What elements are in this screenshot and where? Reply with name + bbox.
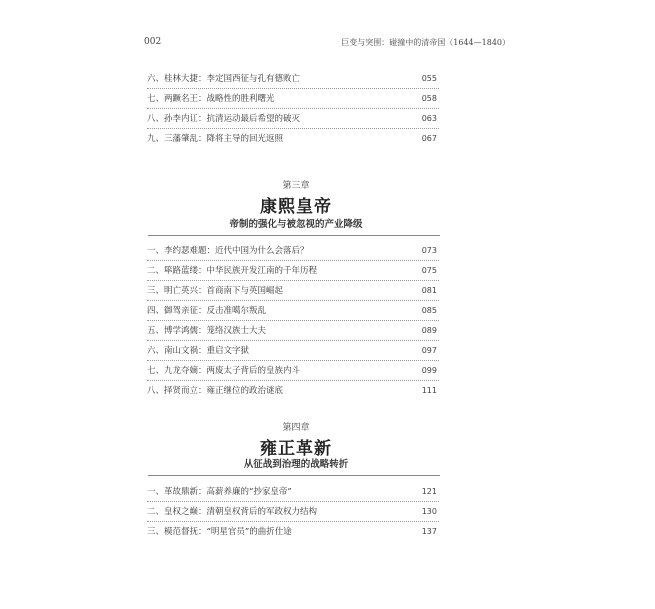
chapter2-tail-list	[147, 69, 439, 149]
toc-entry[interactable]	[147, 321, 439, 341]
toc-entry-page: 121	[421, 487, 437, 496]
toc-entry[interactable]	[147, 482, 439, 502]
toc-entry[interactable]	[147, 341, 439, 361]
chapter4-title: 雍正革新	[260, 439, 332, 459]
toc-entry-page: 075	[421, 266, 437, 275]
toc-entry-title: 四、御驾亲征：反击准噶尔叛乱	[147, 306, 267, 316]
chapter3-toc-list	[147, 241, 439, 401]
toc-entry-page: 111	[421, 386, 437, 395]
chapter3-subtitle: 帝制的强化与被忽视的产业降级	[229, 219, 363, 230]
toc-entry-title: 三、模范督抚：“明星官员”的曲折仕途	[147, 527, 292, 537]
chapter4-rule	[148, 475, 440, 476]
chapter4-toc-list	[147, 482, 439, 542]
toc-entry-page: 137	[421, 527, 437, 536]
toc-entry[interactable]	[147, 69, 439, 89]
toc-entry-title: 二、皇权之巅：清朝皇权背后的军政权力结构	[147, 507, 318, 517]
toc-entry-page: 099	[421, 366, 437, 375]
chapter3-label: 第三章	[282, 181, 310, 191]
toc-entry-page: 081	[421, 286, 437, 295]
toc-entry-page: 073	[421, 246, 437, 255]
toc-entry-title: 三、明亡英兴：首商南下与英国崛起	[147, 286, 284, 296]
toc-entry-page: 067	[421, 134, 437, 143]
toc-entry-title: 九、三藩肇乱：降将主导的回光返照	[147, 134, 284, 144]
toc-entry-title: 六、桂林大捷：李定国西征与孔有德败亡	[147, 74, 301, 84]
toc-entry-title: 五、博学鸿儒：笼络汉族士大夫	[147, 326, 267, 336]
toc-entry[interactable]	[147, 281, 439, 301]
toc-entry-title: 七、两蹶名王：战略性的胜利曙光	[147, 94, 275, 104]
toc-entry[interactable]	[147, 502, 439, 522]
toc-entry-title: 一、李约瑟难题：近代中国为什么会落后？	[147, 246, 309, 256]
chapter4-subtitle: 从征战到治理的战略转折	[243, 459, 349, 470]
toc-entry-page: 089	[421, 326, 437, 335]
toc-entry[interactable]	[147, 381, 439, 401]
toc-entry[interactable]	[147, 89, 439, 109]
chapter3-title: 康熙皇帝	[260, 197, 332, 217]
toc-entry-title: 二、筚路蓝缕：中华民族开发江南的千年历程	[147, 266, 318, 276]
toc-entry-page: 055	[421, 74, 437, 83]
toc-entry-title: 六、南山文祸：重启文字狱	[147, 346, 250, 356]
toc-entry-page: 058	[421, 94, 437, 103]
toc-entry[interactable]	[147, 129, 439, 149]
toc-entry-page: 085	[421, 306, 437, 315]
toc-entry[interactable]	[147, 241, 439, 261]
toc-entry-page: 063	[421, 114, 437, 123]
toc-entry-title: 七、九龙夺嫡：两废太子背后的皇族内斗	[147, 366, 301, 376]
toc-entry[interactable]	[147, 261, 439, 281]
toc-entry[interactable]	[147, 522, 439, 542]
toc-entry-page: 130	[421, 507, 437, 516]
chapter4-label: 第四章	[282, 423, 310, 433]
toc-entry[interactable]	[147, 109, 439, 129]
toc-entry-title: 八、择贤而立：雍正继位的政治谜底	[147, 386, 284, 396]
chapter3-rule	[148, 235, 440, 236]
toc-entry-title: 一、革故鼎新：高薪养廉的“抄家皇帝”	[147, 487, 292, 497]
page-number: 002	[144, 37, 162, 47]
running-header: 巨变与突围：碰撞中的清帝国（1644—1840）	[341, 38, 510, 47]
toc-entry-title: 八、孙李内讧：抗清运动最后希望的破灭	[147, 114, 301, 124]
toc-entry[interactable]	[147, 301, 439, 321]
toc-entry-page: 097	[421, 346, 437, 355]
toc-entry[interactable]	[147, 361, 439, 381]
